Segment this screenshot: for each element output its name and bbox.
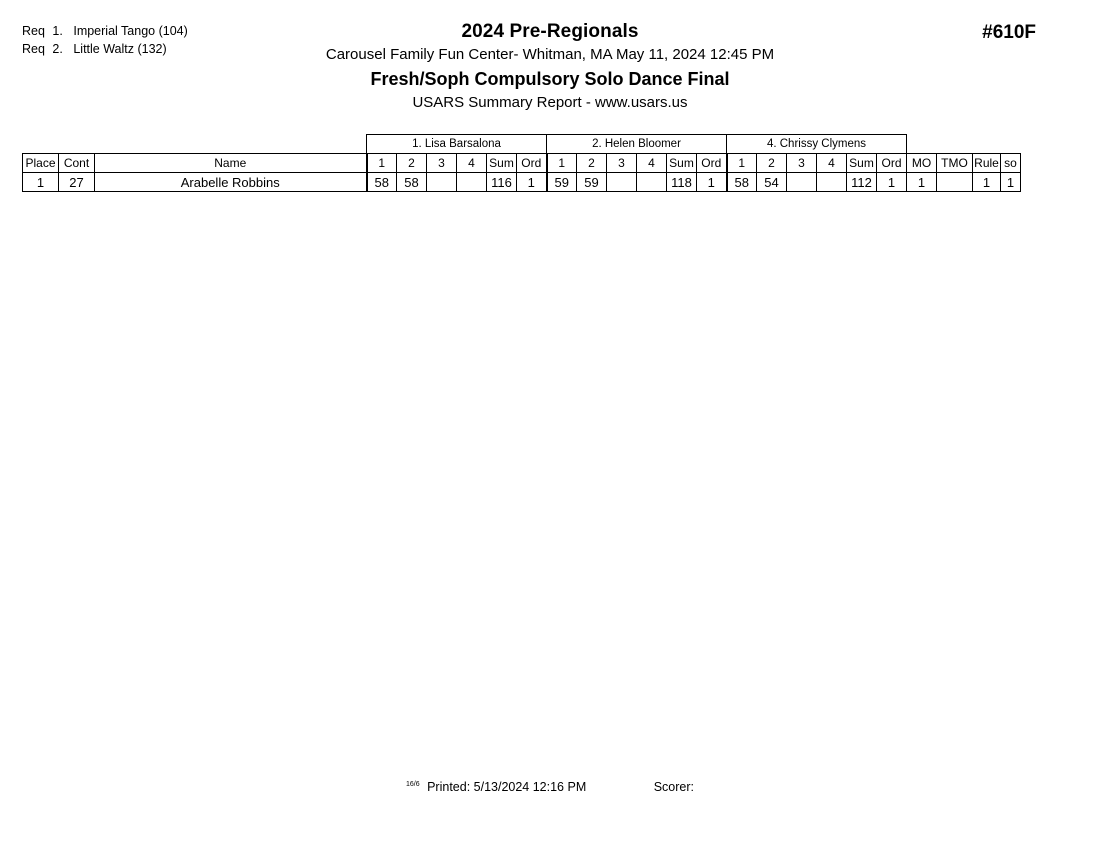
header-mo: MO xyxy=(907,154,937,173)
header-name: Name xyxy=(95,154,367,173)
header-j3-ord: Ord xyxy=(877,154,907,173)
header-j3-score-3: 3 xyxy=(787,154,817,173)
header-j2-score-2: 2 xyxy=(577,154,607,173)
requirement-text: Imperial Tango (104) xyxy=(73,24,188,38)
header-j3-score-1: 1 xyxy=(727,154,757,173)
header-j1-score-2: 2 xyxy=(397,154,427,173)
header-j3-sum: Sum xyxy=(847,154,877,173)
requirement-number: 1. xyxy=(52,24,63,38)
header-j3-score-2: 2 xyxy=(757,154,787,173)
table-row xyxy=(23,173,1021,192)
requirement-label: Req xyxy=(22,42,45,56)
cell-j3-score-3 xyxy=(787,173,817,192)
header-j1-score-3: 3 xyxy=(427,154,457,173)
scorer-label: Scorer: xyxy=(653,780,695,794)
cell-j1-sum: 116 xyxy=(487,173,517,192)
footer-code: 16/6 xyxy=(405,780,420,788)
cell-so: 1 xyxy=(1001,173,1021,192)
report-source: USARS Summary Report - www.usars.us xyxy=(412,94,688,111)
header-j1-ord: Ord xyxy=(517,154,547,173)
header-j2-score-3: 3 xyxy=(607,154,637,173)
requirement-label: Req xyxy=(22,24,45,38)
spacer-cell xyxy=(23,135,59,154)
cell-j1-score-1: 58 xyxy=(367,173,397,192)
judge-banner-3: 4. Chrissy Clymens xyxy=(727,135,907,154)
event-code: #610F xyxy=(982,22,1036,43)
cell-j2-sum: 118 xyxy=(667,173,697,192)
column-header-row xyxy=(23,154,1021,173)
header-j1-score-1: 1 xyxy=(367,154,397,173)
results-table xyxy=(22,134,1021,192)
spacer-cell xyxy=(95,135,367,154)
judge-banner-row xyxy=(23,135,1021,154)
cell-j3-ord: 1 xyxy=(877,173,907,192)
cell-j3-sum: 112 xyxy=(847,173,877,192)
header-j3-score-4: 4 xyxy=(817,154,847,173)
spacer-cell xyxy=(907,135,937,154)
cell-j1-score-3 xyxy=(427,173,457,192)
requirement-text: Little Waltz (132) xyxy=(73,42,167,56)
judge-banner-1: 1. Lisa Barsalona xyxy=(367,135,547,154)
requirement-number: 2. xyxy=(52,42,63,56)
header-place: Place xyxy=(23,154,59,173)
printed-timestamp: Printed: 5/13/2024 12:16 PM xyxy=(427,780,587,794)
cell-rule: 1 xyxy=(973,173,1001,192)
cell-j1-score-4 xyxy=(457,173,487,192)
header-cont: Cont xyxy=(59,154,95,173)
header-j2-score-4: 4 xyxy=(637,154,667,173)
cell-j1-score-2: 58 xyxy=(397,173,427,192)
event-title: 2024 Pre-Regionals xyxy=(461,21,639,42)
cell-mo: 1 xyxy=(907,173,937,192)
cell-j3-score-2: 54 xyxy=(757,173,787,192)
header-j2-sum: Sum xyxy=(667,154,697,173)
cell-j3-score-4 xyxy=(817,173,847,192)
cell-place: 1 xyxy=(23,173,59,192)
cell-j2-score-3 xyxy=(607,173,637,192)
footer-inner xyxy=(406,780,694,794)
cell-tmo xyxy=(937,173,973,192)
cell-j3-score-1: 58 xyxy=(727,173,757,192)
document-header xyxy=(0,20,1100,114)
header-j1-score-4: 4 xyxy=(457,154,487,173)
spacer-cell xyxy=(1001,135,1021,154)
spacer-cell xyxy=(937,135,973,154)
cell-cont: 27 xyxy=(59,173,95,192)
division-title: Fresh/Soph Compulsory Solo Dance Final xyxy=(370,69,730,89)
header-j1-sum: Sum xyxy=(487,154,517,173)
judge-banner-2: 2. Helen Bloomer xyxy=(547,135,727,154)
document-footer xyxy=(0,780,1100,794)
cell-j2-score-1: 59 xyxy=(547,173,577,192)
venue-datetime: Carousel Family Fun Center- Whitman, MA May 11, 2024 12:45 PM xyxy=(325,46,775,63)
header-j2-score-1: 1 xyxy=(547,154,577,173)
cell-j1-ord: 1 xyxy=(517,173,547,192)
header-rule: Rule xyxy=(973,154,1001,173)
cell-j2-score-4 xyxy=(637,173,667,192)
cell-j2-score-2: 59 xyxy=(577,173,607,192)
cell-j2-ord: 1 xyxy=(697,173,727,192)
header-tmo: TMO xyxy=(937,154,973,173)
results-sheet xyxy=(22,134,1021,192)
header-j2-ord: Ord xyxy=(697,154,727,173)
spacer-cell xyxy=(973,135,1001,154)
spacer-cell xyxy=(59,135,95,154)
header-so: so xyxy=(1001,154,1021,173)
cell-skater-name: Arabelle Robbins xyxy=(95,173,367,192)
